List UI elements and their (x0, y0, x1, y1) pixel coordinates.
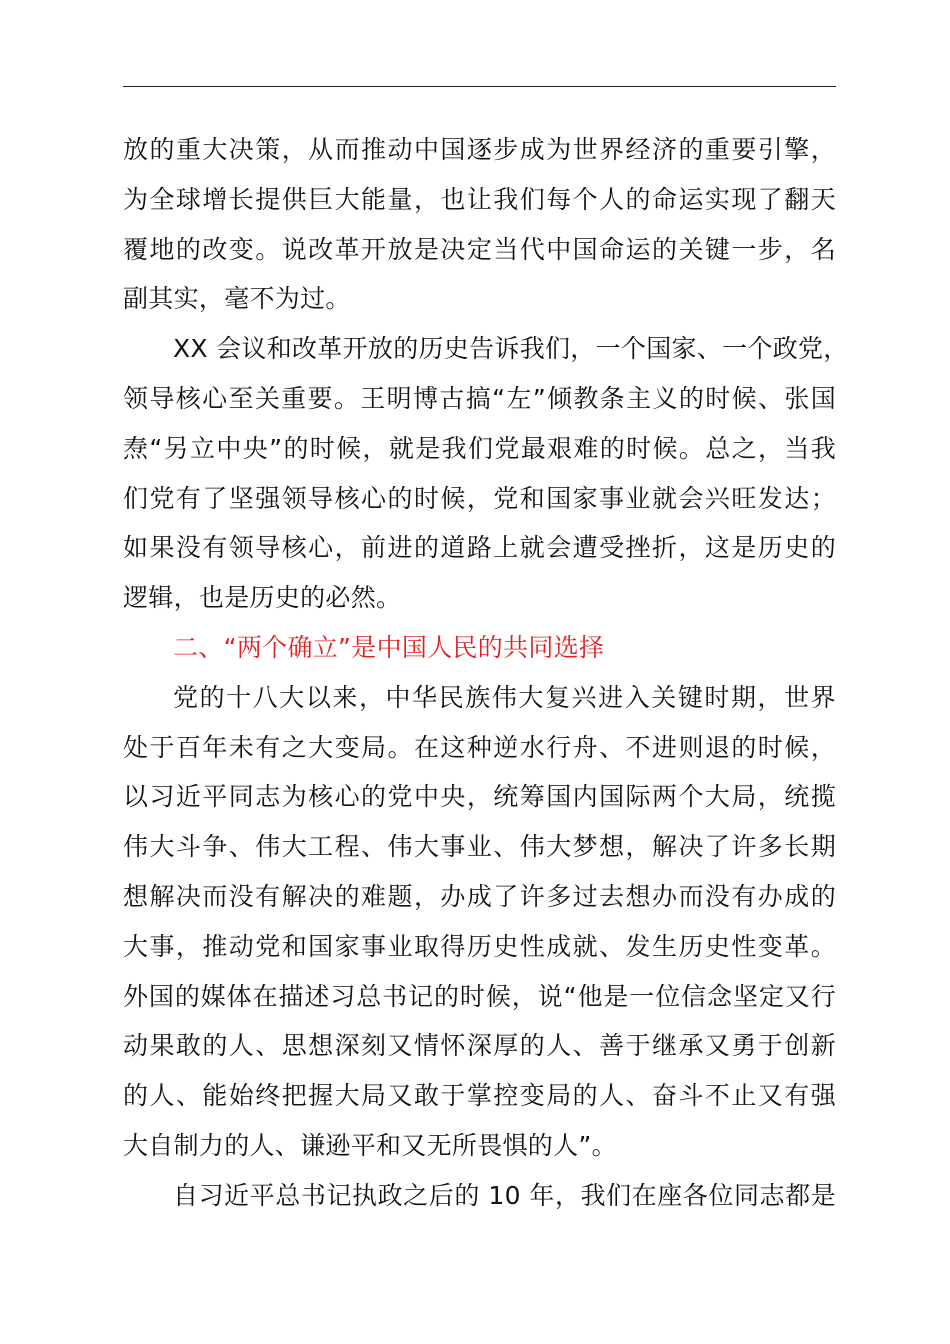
body-text (123, 125, 849, 1221)
paragraph-line: 焘“另立中央”的时候，就是我们党最艰难的时候。总之，当我 (123, 433, 836, 463)
paragraph-line: 以习近平同志为核心的党中央，统筹国内国际两个大局，统揽 (123, 782, 836, 812)
paragraph-line: 大事，推动党和国家事业取得历史性成就、发生历史性变革。 (123, 931, 836, 961)
paragraph-line: 逻辑，也是历史的必然。 (123, 583, 402, 613)
paragraph-line: 自习近平总书记执政之后的 10 年，我们在座各位同志都是 (173, 1180, 836, 1210)
paragraph-line: 伟大斗争、伟大工程、伟大事业、伟大梦想，解决了许多长期 (123, 832, 836, 862)
paragraph-line: 放的重大决策，从而推动中国逐步成为世界经济的重要引擎， (123, 135, 836, 164)
paragraph-line: 领导核心至关重要。王明博古搞“左”倾教条主义的时候、张国 (123, 383, 836, 413)
paragraph-line: 想解决而没有解决的难题，办成了许多过去想办而没有办成的 (123, 881, 836, 911)
paragraph-line: 为全球增长提供巨大能量，也让我们每个人的命运实现了翻天 (123, 184, 836, 214)
paragraph-line: 大自制力的人、谦逊平和又无所畏惧的人”。 (123, 1130, 617, 1160)
paragraph-line: 如果没有领导核心，前进的道路上就会遭受挫折，这是历史的 (123, 533, 836, 563)
paragraph-line: 处于百年未有之大变局。在这种逆水行舟、不进则退的时候， (123, 732, 836, 762)
paragraph-line: 动果敢的人、思想深刻又情怀深厚的人、善于继承又勇于创新 (123, 1031, 836, 1061)
paragraph-line: 覆地的改变。说改革开放是决定当代中国命运的关键一步，名 (123, 234, 836, 264)
paragraph-line: 副其实，毫不为过。 (123, 284, 351, 314)
paragraph-line: 的人、能始终把握大局又敢于掌控变局的人、奋斗不止又有强 (123, 1081, 836, 1111)
header-rule (123, 86, 836, 87)
paragraph-line: 党的十八大以来，中华民族伟大复兴进入关键时期，世界 (173, 682, 836, 712)
paragraph-line: XX 会议和改革开放的历史告诉我们，一个国家、一个政党， (173, 334, 849, 364)
paragraph-line: 外国的媒体在描述习总书记的时候，说“他是一位信念坚定又行 (123, 981, 836, 1011)
section-heading: 二、“两个确立”是中国人民的共同选择 (173, 632, 605, 662)
paragraph-line: 们党有了坚强领导核心的时候，党和国家事业就会兴旺发达； (123, 483, 836, 513)
